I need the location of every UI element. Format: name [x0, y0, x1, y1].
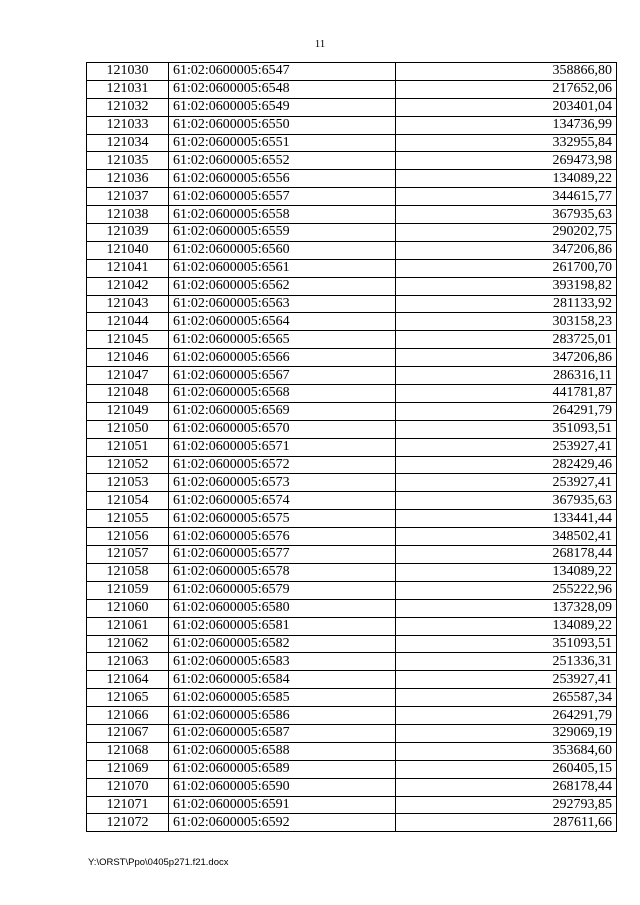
cadastral-value-cell: 347206,86	[396, 241, 617, 259]
cadastral-number-cell: 61:02:0600005:6579	[169, 581, 396, 599]
cadastral-number-cell: 61:02:0600005:6584	[169, 671, 396, 689]
table-row	[87, 313, 617, 331]
row-number-cell: 121031	[87, 80, 169, 98]
cadastral-value-cell: 253927,41	[396, 474, 617, 492]
table-row	[87, 367, 617, 385]
cadastral-number-cell: 61:02:0600005:6573	[169, 474, 396, 492]
cadastral-number-cell: 61:02:0600005:6563	[169, 295, 396, 313]
cadastral-number-cell: 61:02:0600005:6562	[169, 277, 396, 295]
table-row	[87, 420, 617, 438]
row-number-cell: 121056	[87, 528, 169, 546]
row-number-cell: 121054	[87, 492, 169, 510]
cadastral-number-cell: 61:02:0600005:6587	[169, 724, 396, 742]
row-number-cell: 121051	[87, 438, 169, 456]
cadastral-value-cell: 134089,22	[396, 617, 617, 635]
table-row	[87, 778, 617, 796]
cadastral-number-cell: 61:02:0600005:6578	[169, 563, 396, 581]
table-row	[87, 224, 617, 242]
cadastral-number-cell: 61:02:0600005:6556	[169, 170, 396, 188]
cadastral-number-cell: 61:02:0600005:6582	[169, 635, 396, 653]
table-row	[87, 331, 617, 349]
table-row	[87, 510, 617, 528]
table-row	[87, 116, 617, 134]
cadastral-number-cell: 61:02:0600005:6575	[169, 510, 396, 528]
cadastral-value-cell: 282429,46	[396, 456, 617, 474]
row-number-cell: 121057	[87, 546, 169, 564]
cadastral-value-table	[86, 62, 617, 832]
cadastral-value-cell: 367935,63	[396, 206, 617, 224]
cadastral-value-cell: 253927,41	[396, 671, 617, 689]
row-number-cell: 121039	[87, 224, 169, 242]
cadastral-value-cell: 253927,41	[396, 438, 617, 456]
row-number-cell: 121058	[87, 563, 169, 581]
cadastral-number-cell: 61:02:0600005:6560	[169, 241, 396, 259]
cadastral-number-cell: 61:02:0600005:6569	[169, 402, 396, 420]
cadastral-value-cell: 268178,44	[396, 778, 617, 796]
row-number-cell: 121067	[87, 724, 169, 742]
cadastral-value-cell: 269473,98	[396, 152, 617, 170]
cadastral-value-cell: 251336,31	[396, 653, 617, 671]
cadastral-number-cell: 61:02:0600005:6551	[169, 134, 396, 152]
row-number-cell: 121043	[87, 295, 169, 313]
table-row	[87, 80, 617, 98]
row-number-cell: 121052	[87, 456, 169, 474]
cadastral-value-cell: 134736,99	[396, 116, 617, 134]
cadastral-number-cell: 61:02:0600005:6591	[169, 796, 396, 814]
cadastral-number-cell: 61:02:0600005:6583	[169, 653, 396, 671]
table-row	[87, 546, 617, 564]
table-row	[87, 707, 617, 725]
row-number-cell: 121046	[87, 349, 169, 367]
table-row	[87, 349, 617, 367]
cadastral-value-cell: 137328,09	[396, 599, 617, 617]
row-number-cell: 121036	[87, 170, 169, 188]
cadastral-number-cell: 61:02:0600005:6566	[169, 349, 396, 367]
cadastral-value-cell: 332955,84	[396, 134, 617, 152]
cadastral-value-cell: 265587,34	[396, 689, 617, 707]
cadastral-value-cell: 351093,51	[396, 635, 617, 653]
row-number-cell: 121055	[87, 510, 169, 528]
row-number-cell: 121032	[87, 98, 169, 116]
cadastral-value-cell: 134089,22	[396, 170, 617, 188]
row-number-cell: 121030	[87, 63, 169, 81]
row-number-cell: 121035	[87, 152, 169, 170]
row-number-cell: 121053	[87, 474, 169, 492]
table-row	[87, 689, 617, 707]
cadastral-value-cell: 329069,19	[396, 724, 617, 742]
row-number-cell: 121033	[87, 116, 169, 134]
table-row	[87, 653, 617, 671]
cadastral-value-cell: 217652,06	[396, 80, 617, 98]
cadastral-number-cell: 61:02:0600005:6577	[169, 546, 396, 564]
row-number-cell: 121070	[87, 778, 169, 796]
table-row	[87, 385, 617, 403]
cadastral-number-cell: 61:02:0600005:6590	[169, 778, 396, 796]
table-row	[87, 599, 617, 617]
row-number-cell: 121037	[87, 188, 169, 206]
row-number-cell: 121064	[87, 671, 169, 689]
table-row	[87, 241, 617, 259]
cadastral-value-cell: 134089,22	[396, 563, 617, 581]
cadastral-value-cell: 441781,87	[396, 385, 617, 403]
table-row	[87, 617, 617, 635]
table-row	[87, 671, 617, 689]
row-number-cell: 121062	[87, 635, 169, 653]
footer-file-path: Y:\ORST\Ppo\0405p271.f21.docx	[88, 857, 229, 868]
cadastral-value-cell: 255222,96	[396, 581, 617, 599]
row-number-cell: 121068	[87, 742, 169, 760]
page-number: 11	[314, 38, 326, 50]
cadastral-number-cell: 61:02:0600005:6547	[169, 63, 396, 81]
table-body	[87, 63, 617, 832]
cadastral-number-cell: 61:02:0600005:6550	[169, 116, 396, 134]
row-number-cell: 121069	[87, 760, 169, 778]
cadastral-value-cell: 287611,66	[396, 814, 617, 832]
cadastral-number-cell: 61:02:0600005:6559	[169, 224, 396, 242]
table-row	[87, 724, 617, 742]
table-row	[87, 63, 617, 81]
cadastral-value-cell: 347206,86	[396, 349, 617, 367]
row-number-cell: 121063	[87, 653, 169, 671]
cadastral-value-cell: 358866,80	[396, 63, 617, 81]
table-row	[87, 635, 617, 653]
cadastral-number-cell: 61:02:0600005:6581	[169, 617, 396, 635]
table-row	[87, 814, 617, 832]
cadastral-value-cell: 348502,41	[396, 528, 617, 546]
table-row	[87, 98, 617, 116]
table-row	[87, 206, 617, 224]
table-row	[87, 134, 617, 152]
table-row	[87, 760, 617, 778]
cadastral-number-cell: 61:02:0600005:6571	[169, 438, 396, 456]
cadastral-number-cell: 61:02:0600005:6588	[169, 742, 396, 760]
cadastral-number-cell: 61:02:0600005:6589	[169, 760, 396, 778]
row-number-cell: 121041	[87, 259, 169, 277]
row-number-cell: 121038	[87, 206, 169, 224]
table-row	[87, 295, 617, 313]
cadastral-value-cell: 264291,79	[396, 707, 617, 725]
cadastral-number-cell: 61:02:0600005:6580	[169, 599, 396, 617]
row-number-cell: 121050	[87, 420, 169, 438]
table-row	[87, 796, 617, 814]
table-row	[87, 563, 617, 581]
table-row	[87, 492, 617, 510]
row-number-cell: 121034	[87, 134, 169, 152]
cadastral-number-cell: 61:02:0600005:6586	[169, 707, 396, 725]
row-number-cell: 121040	[87, 241, 169, 259]
row-number-cell: 121060	[87, 599, 169, 617]
cadastral-number-cell: 61:02:0600005:6552	[169, 152, 396, 170]
table-row	[87, 402, 617, 420]
table-row	[87, 528, 617, 546]
table-row	[87, 474, 617, 492]
row-number-cell: 121047	[87, 367, 169, 385]
cadastral-value-cell: 367935,63	[396, 492, 617, 510]
table-row	[87, 456, 617, 474]
row-number-cell: 121066	[87, 707, 169, 725]
cadastral-number-cell: 61:02:0600005:6549	[169, 98, 396, 116]
cadastral-value-cell: 281133,92	[396, 295, 617, 313]
cadastral-value-cell: 286316,11	[396, 367, 617, 385]
cadastral-number-cell: 61:02:0600005:6576	[169, 528, 396, 546]
cadastral-number-cell: 61:02:0600005:6570	[169, 420, 396, 438]
cadastral-value-cell: 264291,79	[396, 402, 617, 420]
row-number-cell: 121045	[87, 331, 169, 349]
table-row	[87, 581, 617, 599]
cadastral-number-cell: 61:02:0600005:6585	[169, 689, 396, 707]
cadastral-number-cell: 61:02:0600005:6574	[169, 492, 396, 510]
cadastral-number-cell: 61:02:0600005:6592	[169, 814, 396, 832]
cadastral-value-cell: 351093,51	[396, 420, 617, 438]
row-number-cell: 121048	[87, 385, 169, 403]
cadastral-number-cell: 61:02:0600005:6567	[169, 367, 396, 385]
row-number-cell: 121065	[87, 689, 169, 707]
table-row	[87, 170, 617, 188]
cadastral-number-cell: 61:02:0600005:6564	[169, 313, 396, 331]
cadastral-number-cell: 61:02:0600005:6565	[169, 331, 396, 349]
cadastral-value-cell: 133441,44	[396, 510, 617, 528]
table-row	[87, 152, 617, 170]
cadastral-value-cell: 393198,82	[396, 277, 617, 295]
cadastral-value-cell: 261700,70	[396, 259, 617, 277]
table-row	[87, 188, 617, 206]
table-row	[87, 259, 617, 277]
cadastral-value-cell: 290202,75	[396, 224, 617, 242]
cadastral-value-cell: 268178,44	[396, 546, 617, 564]
cadastral-value-cell: 203401,04	[396, 98, 617, 116]
table-row	[87, 742, 617, 760]
row-number-cell: 121044	[87, 313, 169, 331]
cadastral-value-cell: 283725,01	[396, 331, 617, 349]
cadastral-value-cell: 292793,85	[396, 796, 617, 814]
row-number-cell: 121072	[87, 814, 169, 832]
cadastral-number-cell: 61:02:0600005:6561	[169, 259, 396, 277]
table-row	[87, 277, 617, 295]
cadastral-value-cell: 344615,77	[396, 188, 617, 206]
cadastral-number-cell: 61:02:0600005:6568	[169, 385, 396, 403]
table-row	[87, 438, 617, 456]
cadastral-value-cell: 260405,15	[396, 760, 617, 778]
cadastral-number-cell: 61:02:0600005:6572	[169, 456, 396, 474]
cadastral-value-cell: 303158,23	[396, 313, 617, 331]
cadastral-value-cell: 353684,60	[396, 742, 617, 760]
cadastral-number-cell: 61:02:0600005:6558	[169, 206, 396, 224]
row-number-cell: 121059	[87, 581, 169, 599]
row-number-cell: 121061	[87, 617, 169, 635]
cadastral-number-cell: 61:02:0600005:6548	[169, 80, 396, 98]
row-number-cell: 121071	[87, 796, 169, 814]
cadastral-number-cell: 61:02:0600005:6557	[169, 188, 396, 206]
row-number-cell: 121042	[87, 277, 169, 295]
row-number-cell: 121049	[87, 402, 169, 420]
